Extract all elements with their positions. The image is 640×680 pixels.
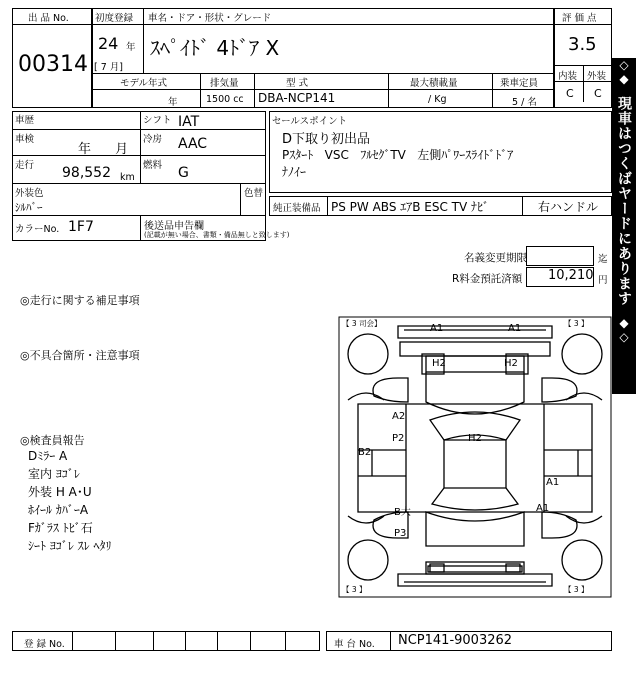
car-diagram-svg xyxy=(338,316,612,598)
damage-mark-p3: P3 xyxy=(394,528,407,539)
ac-label: 冷房 xyxy=(143,134,163,145)
defects-notes-label: ◎不具合箇所・注意事項 xyxy=(20,349,140,362)
inspector-report-label: ◎検査員報告 xyxy=(20,434,85,447)
corner-label-top-left: 【 3 司会】 xyxy=(342,319,382,328)
equipment-value: PS PW ABS ｴｱB ESC TV ﾅﾋﾞ xyxy=(331,200,490,214)
capacity-value: 5 / 名 xyxy=(512,97,537,108)
fuel-label: 燃料 xyxy=(143,160,163,171)
capacity-label: 乗車定員 xyxy=(500,78,539,89)
post-doc-label: 後送品申告欄 xyxy=(144,221,204,232)
damage-mark-h2-roof: H2 xyxy=(468,433,482,444)
recycle-unit: 円 xyxy=(598,275,608,286)
name-change-label: 名義変更期限 xyxy=(464,252,527,264)
name-change-box xyxy=(526,246,594,266)
max-load-value: / Kg xyxy=(428,94,447,105)
sales-point-line-3: ﾅﾉｲｰ xyxy=(282,165,307,179)
diamond-icon: ◇ ◆ xyxy=(619,58,629,86)
inspector-line-1: Dﾐﾗｰ A xyxy=(28,449,68,463)
color-no-value: 1F7 xyxy=(68,219,94,235)
fuel-value: G xyxy=(178,165,189,181)
yard-location-banner xyxy=(612,58,636,394)
first-reg-month: [ 7 月] xyxy=(94,62,123,73)
interior-grade: C xyxy=(566,87,574,100)
displacement-value: 1500 cc xyxy=(206,94,244,105)
first-reg-label: 初度登録 xyxy=(95,13,134,24)
damage-mark-b2: B2 xyxy=(358,447,372,458)
ac-value: AAC xyxy=(178,136,208,152)
inspector-line-2: 室内 ﾖｺﾞﾚ xyxy=(28,467,80,481)
model-year-label: モデル年式 xyxy=(120,78,168,89)
ext-color-value: ｼﾙﾊﾞｰ xyxy=(15,201,43,214)
chassis-no: NCP141-9003262 xyxy=(398,633,513,648)
mileage-unit: km xyxy=(120,172,135,183)
diamond-icon: ◆ ◇ xyxy=(619,316,629,344)
damage-mark-p2: P2 xyxy=(392,433,405,444)
damage-mark-h2-left: H2 xyxy=(432,358,446,369)
car-name: ｽﾍﾟｲﾄﾞ 4ﾄﾞｱ X xyxy=(150,36,280,60)
sales-points-label: セールスポイント xyxy=(272,116,348,127)
first-reg-year: 24 xyxy=(98,34,119,53)
model-year-unit: 年 xyxy=(168,97,178,108)
equipment-label: 純正装備品 xyxy=(273,203,321,214)
exterior-grade: C xyxy=(594,87,602,100)
damage-mark-b-large: B大 xyxy=(394,507,411,518)
inspector-line-6: ｼｰﾄ ﾖｺﾞﾚ ｽﾚ ﾍﾀﾘ xyxy=(28,539,112,553)
score-value: 3.5 xyxy=(568,34,597,55)
damage-mark-a1-right-low: A1 xyxy=(536,503,550,514)
steering-value: 右ハンドル xyxy=(538,200,599,214)
color-no-label: カラーNo. xyxy=(15,224,60,235)
score-label: 評 価 点 xyxy=(562,13,597,24)
first-reg-year-unit: 年 xyxy=(126,42,136,53)
corner-label-bottom-right: 【 3 】 xyxy=(564,585,589,594)
inspector-line-5: Fｶﾞﾗｽ ﾄﾋﾞ石 xyxy=(28,521,93,535)
post-doc-note: (記載が無い場合、書類・備品無しと致します) xyxy=(144,231,290,239)
damage-mark-a1-right-mid: A1 xyxy=(546,477,560,488)
shift-value: IAT xyxy=(178,114,200,130)
car-name-label: 車名・ドア・形状・グレード xyxy=(148,13,272,24)
ext-color-label: 外装色 xyxy=(15,188,44,199)
corner-label-bottom-left: 【 3 】 xyxy=(342,585,367,594)
reg-no-label: 登 録 No. xyxy=(24,639,65,650)
history-label: 車歴 xyxy=(15,115,35,126)
corner-label-top-right: 【 3 】 xyxy=(564,319,589,328)
interior-label: 内装 xyxy=(558,71,578,82)
sales-point-line-1: D下取り初出品 xyxy=(282,132,371,147)
inspection-value: 年 月 xyxy=(78,142,129,157)
shift-label: シフト xyxy=(143,115,172,126)
car-diagram xyxy=(338,316,612,598)
type-label: 型 式 xyxy=(286,78,309,89)
yard-location-text: 現車はつくばヤードにあります xyxy=(616,96,632,306)
mileage-value: 98,552 xyxy=(62,165,111,181)
inspector-line-3: 外装 H A･U xyxy=(28,485,92,499)
color-change-label: 色替 xyxy=(244,188,264,199)
type-value: DBA-NCP141 xyxy=(258,91,336,105)
damage-mark-a1-front-right: A1 xyxy=(508,323,522,334)
mileage-label: 走行 xyxy=(15,160,35,171)
recycle-value: 10,210 xyxy=(548,268,594,283)
exterior-label: 外装 xyxy=(587,71,607,82)
max-load-label: 最大積載量 xyxy=(410,78,458,89)
name-change-unit: 迄 xyxy=(598,254,608,265)
lot-number: 00314 xyxy=(18,52,88,77)
chassis-label: 車 台 No. xyxy=(334,639,375,650)
lot-label: 出 品 No. xyxy=(28,13,69,24)
damage-mark-a2: A2 xyxy=(392,411,406,422)
displacement-label: 排気量 xyxy=(210,78,239,89)
inspection-label: 車検 xyxy=(15,134,35,145)
inspector-line-4: ﾎｲｰﾙ ｶﾊﾞｰA xyxy=(28,503,89,517)
sales-point-line-2: Pｽﾀｰﾄ VSC ﾌﾙｾｸﾞTV 左側ﾊﾟﾜｰｽﾗｲﾄﾞﾄﾞｱ xyxy=(282,148,514,162)
driving-notes-label: ◎走行に関する補足事項 xyxy=(20,294,140,307)
recycle-label: R料金預託済額 xyxy=(452,273,523,285)
damage-mark-a1-front-left: A1 xyxy=(430,323,444,334)
damage-mark-h2-right: H2 xyxy=(504,358,518,369)
